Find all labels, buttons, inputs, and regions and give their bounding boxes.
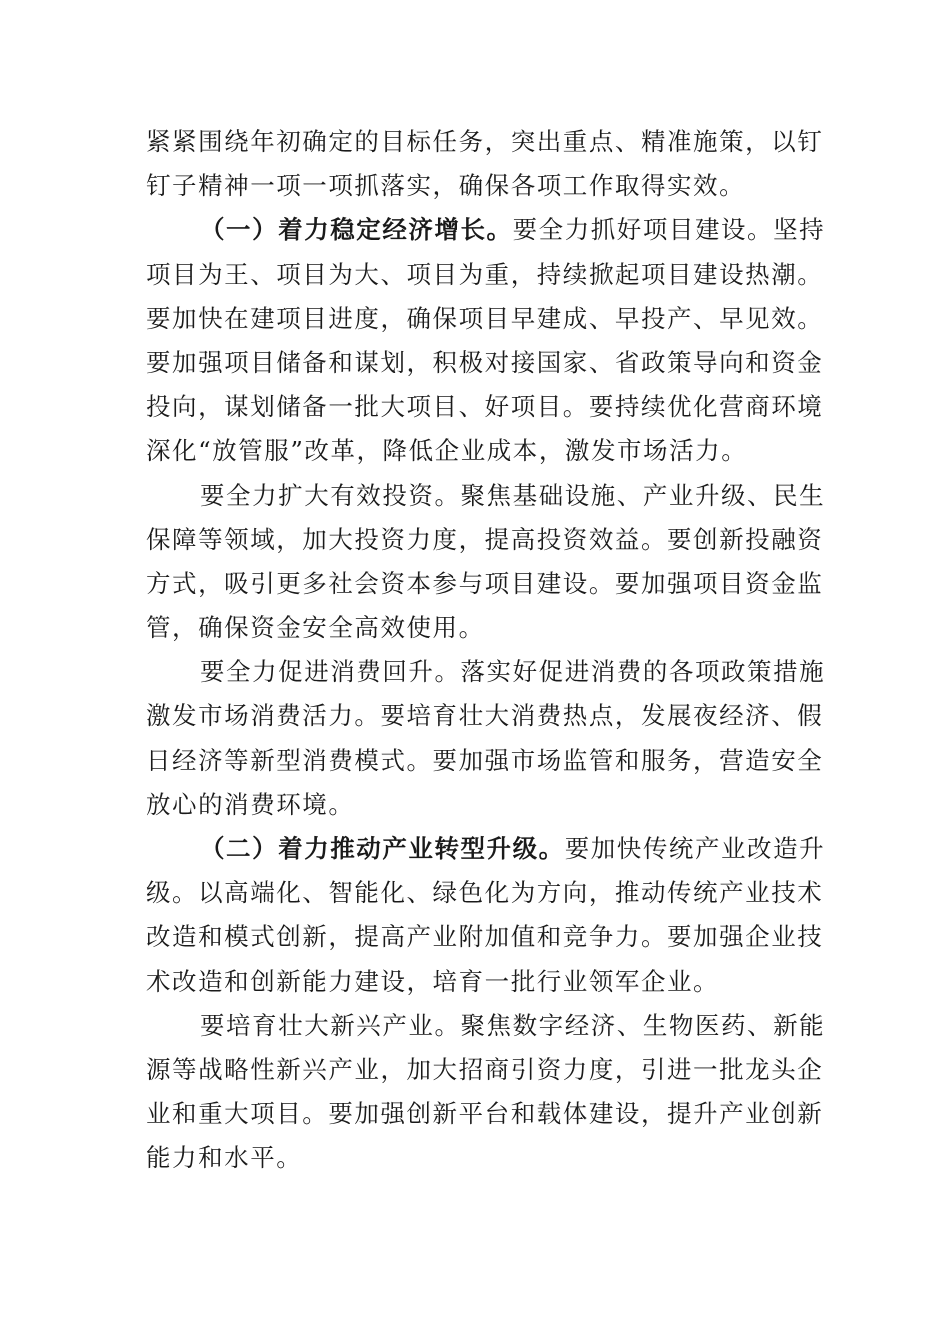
text-line-24	[146, 1136, 810, 1180]
text-line-13	[146, 650, 826, 694]
text-line-12	[146, 606, 810, 650]
line-text: 放心的消费环境。	[146, 789, 355, 819]
line-text: 要加强项目储备和谋划，积极对接国家、省政策导向和资金	[146, 347, 824, 377]
line-text: 钉子精神一项一项抓落实，确保各项工作取得实效。	[146, 171, 746, 201]
line-text: 方式，吸引更多社会资本参与项目建设。要加强项目资金监	[146, 568, 824, 598]
line-text: 级。以高端化、智能化、绿色化为方向，推动传统产业技术	[146, 878, 824, 908]
line-text: 要全力扩大有效投资。聚焦基础设施、产业升级、民生	[200, 480, 826, 510]
text-line-15	[146, 739, 824, 783]
line-text: 管，确保资金安全高效使用。	[146, 613, 485, 643]
section-heading-1: （一）着力稳定经济增长。	[200, 215, 513, 245]
line-text: 要培育壮大新兴产业。聚焦数字经济、生物医药、新能	[200, 1010, 826, 1040]
text-line-11	[146, 562, 824, 606]
text-line-20	[146, 960, 810, 1004]
text-line-6	[146, 341, 824, 385]
text-line-23	[146, 1092, 824, 1136]
text-line-8	[146, 429, 810, 473]
document-body	[146, 120, 826, 1181]
text-line-2	[146, 164, 810, 208]
text-line-5	[146, 297, 824, 341]
line-text: 要全力促进消费回升。落实好促进消费的各项政策措施	[200, 657, 826, 687]
line-text: 要加快传统产业改造升	[564, 834, 826, 863]
text-line-10	[146, 518, 824, 562]
text-line-17	[146, 827, 826, 871]
text-line-1	[146, 120, 824, 164]
line-text: 紧紧围绕年初确定的目标任务，突出重点、精准施策，以钉	[146, 127, 824, 156]
line-text: 日经济等新型消费模式。要加强市场监管和服务，营造安全	[146, 745, 824, 775]
text-line-7	[146, 385, 824, 429]
text-line-21	[146, 1004, 826, 1048]
text-line-4	[146, 253, 824, 297]
text-line-14	[146, 694, 824, 738]
line-text: 源等战略性新兴产业，加大招商引资力度，引进一批龙头企	[146, 1054, 824, 1084]
text-line-19	[146, 915, 824, 959]
section-heading-2: （二）着力推动产业转型升级。	[200, 834, 565, 863]
text-line-16	[146, 783, 810, 827]
text-line-22	[146, 1048, 824, 1092]
line-text: 能力和水平。	[146, 1143, 303, 1173]
line-text: 深化“放管服”改革，降低企业成本，激发市场活力。	[146, 436, 748, 466]
line-text: 要全力抓好项目建设。坚持	[512, 215, 826, 245]
line-text: 术改造和创新能力建设，培育一批行业领军企业。	[146, 966, 720, 996]
line-text: 业和重大项目。要加强创新平台和载体建设，提升产业创新	[146, 1099, 824, 1129]
line-text: 改造和模式创新，提高产业附加值和竞争力。要加强企业技	[146, 922, 824, 952]
line-text: 激发市场消费活力。要培育壮大消费热点，发展夜经济、假	[146, 701, 824, 731]
text-line-18	[146, 871, 824, 915]
text-line-9	[146, 474, 826, 518]
line-text: 要加快在建项目进度，确保项目早建成、早投产、早见效。	[146, 303, 824, 333]
line-text: 保障等领域，加大投资力度，提高投资效益。要创新投融资	[146, 524, 824, 554]
line-text: 项目为王、项目为大、项目为重，持续掀起项目建设热潮。	[146, 259, 824, 289]
line-text: 投向，谋划储备一批大项目、好项目。要持续优化营商环境	[146, 392, 824, 422]
text-line-3	[146, 208, 826, 252]
